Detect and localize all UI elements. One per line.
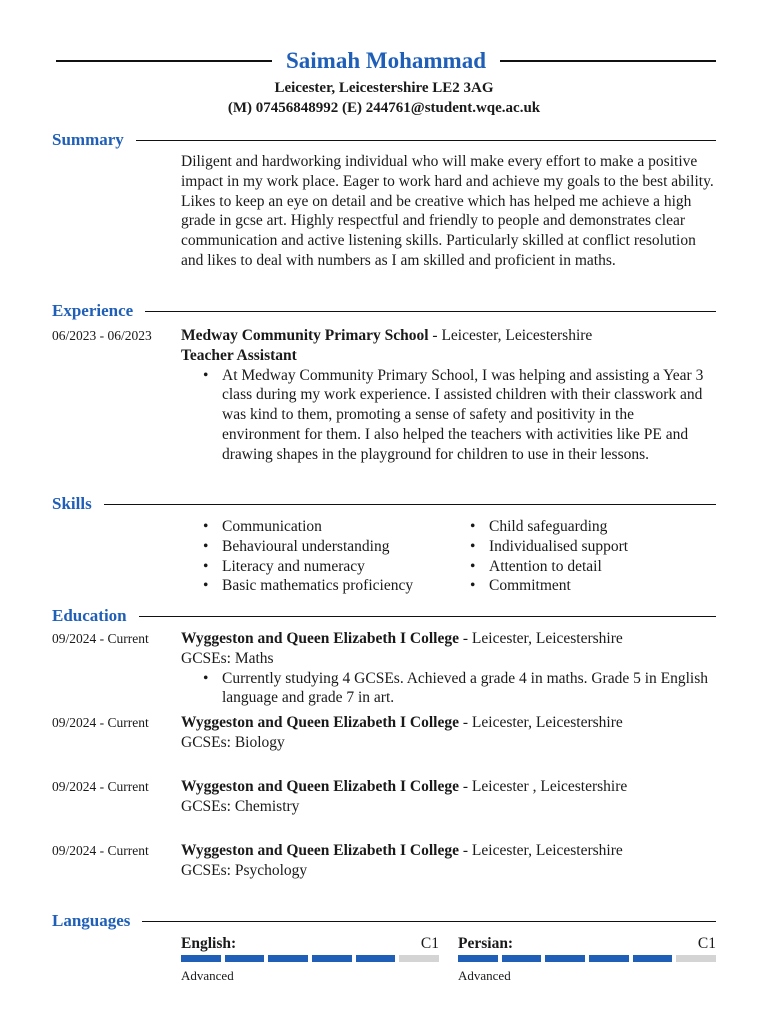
list-item: • Individualised support [448, 537, 698, 557]
section-rule [136, 140, 716, 141]
section-title-languages: Languages [52, 911, 131, 930]
language-english [181, 935, 439, 984]
section-rule [142, 921, 716, 922]
language-persian [458, 935, 716, 984]
header-rule-right [500, 60, 716, 62]
education-section-header [52, 606, 716, 626]
list-item: • Commitment [448, 576, 698, 596]
section-rule [104, 504, 716, 505]
header-rule-left [56, 60, 272, 62]
education-bullets [181, 669, 716, 709]
employer-name: Medway Community Primary School [181, 327, 429, 344]
list-item: • Literacy and numeracy [181, 557, 431, 577]
candidate-name: Saimah Mohammad [286, 48, 486, 73]
list-item: • Attention to detail [448, 557, 698, 577]
list-item: • Child safeguarding [448, 517, 698, 537]
proficiency-bar [181, 955, 439, 962]
language-name: English: [181, 935, 237, 952]
language-name: Persian: [458, 935, 514, 952]
contact-line: (M) 07456848992 (E) 244761@student.wqe.ac.uk [227, 100, 541, 116]
list-item: • At Medway Community Primary School, I was helping and assisting a Year 3 class during my work experience. I assisted children with their classwork and was kind to them, promoting a sense of safety and positivity in the environment for them. I also helped the teachers with activities like PE and drawing shapes in the playground for children to use in their lessons. [181, 366, 716, 465]
proficiency-segment [356, 955, 396, 962]
course-name: GCSEs: Biology [181, 733, 285, 751]
section-title-education: Education [52, 606, 127, 625]
education-dates: 09/2024 - Current [52, 715, 149, 730]
proficiency-segment [545, 955, 585, 962]
list-item: • Behavioural understanding [181, 537, 431, 557]
proficiency-segment [399, 955, 439, 962]
skills-column-left [181, 517, 431, 596]
education-dates: 09/2024 - Current [52, 779, 149, 794]
school-name: Wyggeston and Queen Elizabeth I College [181, 842, 460, 859]
education-dates: 09/2024 - Current [52, 843, 149, 858]
proficiency-segment [458, 955, 498, 962]
school-name: Wyggeston and Queen Elizabeth I College [181, 714, 460, 731]
section-title-skills: Skills [52, 494, 92, 513]
experience-bullets [181, 366, 716, 465]
skills-column-right [448, 517, 698, 596]
section-rule [145, 311, 716, 312]
section-rule [139, 616, 716, 617]
section-title-experience: Experience [52, 301, 134, 320]
course-name: GCSEs: Psychology [181, 861, 308, 879]
school-location: - Leicester , Leicestershire [459, 778, 628, 795]
proficiency-segment [589, 955, 629, 962]
list-item: • Basic mathematics proficiency [181, 576, 431, 596]
experience-entry [181, 326, 716, 465]
school-location: - Leicester, Leicestershire [459, 714, 623, 731]
course-name: GCSEs: Maths [181, 649, 274, 667]
school-location: - Leicester, Leicestershire [459, 842, 623, 859]
skills-section-header [52, 494, 716, 514]
languages-section-header [52, 911, 716, 931]
proficiency-segment [676, 955, 716, 962]
language-code: C1 [420, 935, 439, 952]
list-item: • Communication [181, 517, 431, 537]
proficiency-segment [633, 955, 673, 962]
education-entry [181, 777, 716, 817]
proficiency-bar [458, 955, 716, 962]
school-name: Wyggeston and Queen Elizabeth I College [181, 630, 460, 647]
education-dates: 09/2024 - Current [52, 631, 149, 646]
employer-location: - Leicester, Leicestershire [428, 327, 593, 344]
school-name: Wyggeston and Queen Elizabeth I College [181, 778, 460, 795]
language-code: C1 [697, 935, 716, 952]
name-row [56, 46, 716, 76]
proficiency-segment [268, 955, 308, 962]
education-entry [181, 629, 716, 708]
course-name: GCSEs: Chemistry [181, 797, 300, 815]
language-level: Advanced [181, 968, 234, 983]
proficiency-segment [312, 955, 352, 962]
proficiency-segment [502, 955, 542, 962]
summary-section-header [52, 130, 716, 150]
school-location: - Leicester, Leicestershire [459, 630, 623, 647]
experience-employer-line [181, 326, 716, 346]
section-title-summary: Summary [52, 130, 124, 149]
proficiency-segment [225, 955, 265, 962]
proficiency-segment [181, 955, 221, 962]
experience-section-header [52, 301, 716, 321]
education-entry [181, 841, 716, 881]
summary-text: Diligent and hardworking individual who will make every effort to make a positive impact in my work place. Eager to work hard and achieve my goals to the best ability. Likes to keep an eye on detail and be creative which has helped me achieve a high grade in gcse art. Highly respectful and friendly to people and demonstrates clear communication and active listening skills. Particularly skilled at conflict resolution and likes to deal with numbers as I am skilled and proficient in maths. [181, 153, 714, 269]
address-line: Leicester, Leicestershire LE2 3AG [274, 80, 494, 96]
job-title: Teacher Assistant [181, 346, 297, 364]
list-item: • Currently studying 4 GCSEs. Achieved a grade 4 in maths. Grade 5 in English language and grade 7 in art. [181, 669, 716, 709]
experience-dates: 06/2023 - 06/2023 [52, 328, 152, 343]
education-entry [181, 713, 716, 753]
language-level: Advanced [458, 968, 511, 983]
